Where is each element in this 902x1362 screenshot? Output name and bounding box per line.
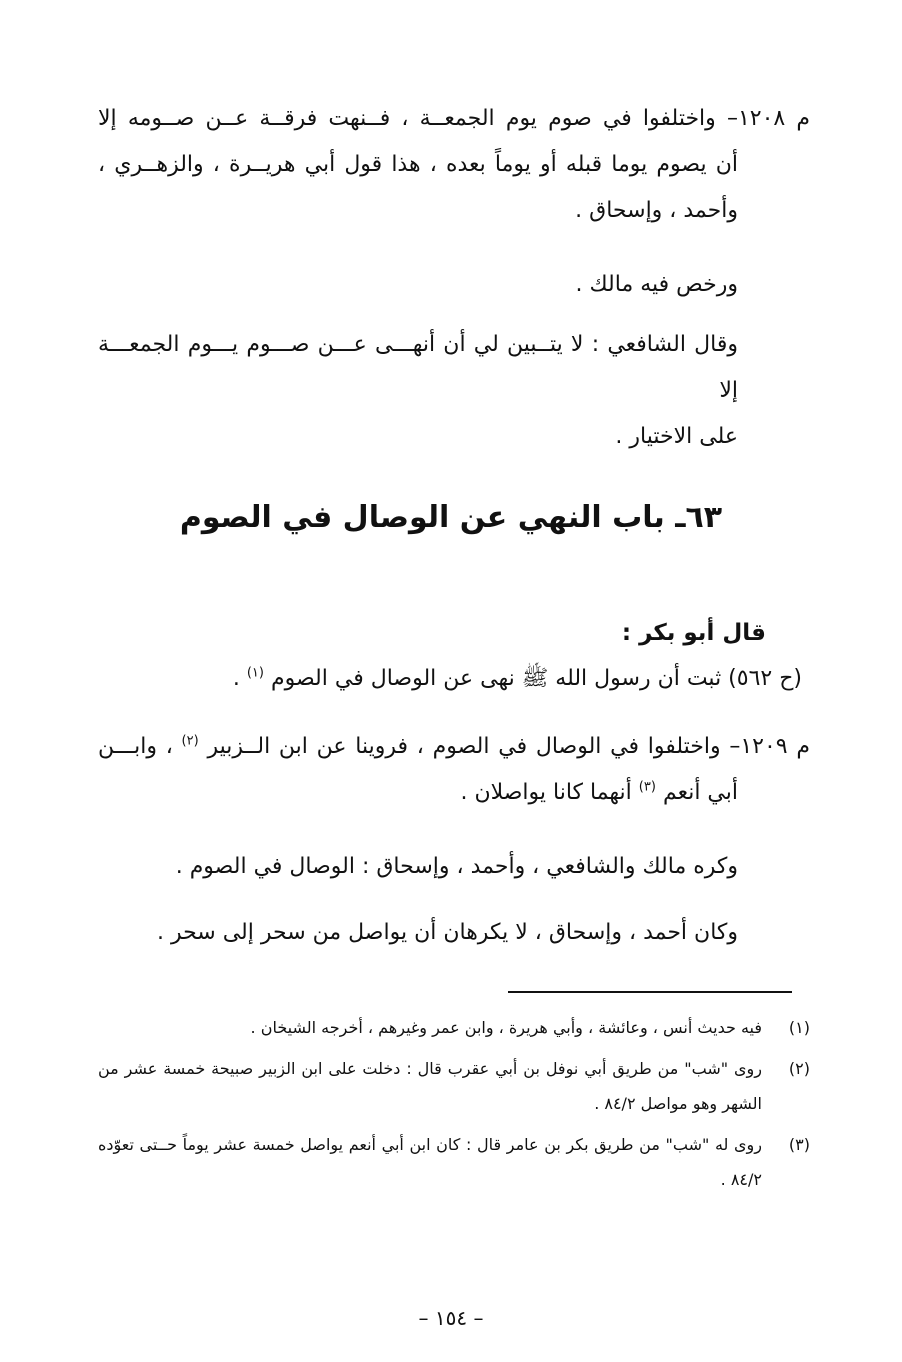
- shafii-opinion: [98, 322, 810, 460]
- malik-opinion-text: ورخص فيه مالك .: [575, 272, 738, 297]
- malik-opinion: [98, 262, 810, 308]
- makruh-opinion: [98, 844, 810, 890]
- footnote-number: (١): [788, 1018, 810, 1037]
- footnote-divider: [508, 991, 792, 993]
- footnote-3: [98, 1127, 810, 1197]
- footnote-text: فيه حديث أنس ، وعائشة ، وأبي هريرة ، وابن عمر وغيرهم ، أخرجه الشيخان .: [250, 1018, 762, 1037]
- issue-1209-line-2-a: أبي أنعم: [662, 780, 738, 805]
- footnote-text: روى له "شب" من طريق بكر بن عامر قال : كان ابن أبي أنعم يواصل خمسة عشر يوماً حــتى تعوّده ٨٤/٢ .: [98, 1135, 762, 1189]
- footnote-ref-1: (١): [246, 665, 264, 681]
- hadith-562-end: .: [232, 666, 247, 691]
- footnote-ref-3: (٣): [638, 779, 656, 795]
- chapter-heading: ٦٣ـ باب النهي عن الوصال في الصوم: [179, 500, 723, 535]
- issue-1208-line-1: م ١٢٠٨– واختلفوا في صوم يوم الجمعــة ، فــنهت فرقــة عــن صــومه إلا: [98, 106, 810, 131]
- hadith-562-text: [98, 656, 810, 702]
- issue-1209-line-1-a: م ١٢٠٩– واختلفوا في الوصال في الصوم ، فروينا عن ابن الــزبير: [207, 734, 810, 759]
- issue-1209-line-2-b: أنهما كانا يواصلان .: [460, 780, 632, 805]
- footnote-1: [98, 1010, 810, 1045]
- ahmad-opinion-text: وكان أحمد ، وإسحاق ، لا يكرهان أن يواصل من سحر إلى سحر .: [156, 920, 738, 945]
- issue-1209: [98, 724, 810, 816]
- speaker-line: قال أبو بكر :: [621, 620, 766, 646]
- issue-1208: [98, 96, 810, 234]
- issue-1209-line-1: [98, 724, 810, 770]
- issue-1209-line-2: [98, 770, 810, 816]
- footnote-2: [98, 1051, 810, 1121]
- shafii-opinion-line-2: على الاختيار .: [615, 424, 738, 449]
- makruh-opinion-text: وكره مالك والشافعي ، وأحمد ، وإسحاق : الوصال في الصوم .: [175, 854, 738, 879]
- footnote-ref-2: (٢): [181, 733, 199, 749]
- ahmad-opinion: [98, 910, 810, 956]
- shafii-opinion-line-1: وقال الشافعي : لا يتــبين لي أن أنهـــى عـــن صـــوم يـــوم الجمعـــة إلا: [98, 332, 738, 403]
- footnote-number: (٢): [788, 1059, 810, 1078]
- issue-1209-line-1-b: ، وابـــن: [98, 734, 173, 759]
- issue-1208-line-3: وأحمد ، وإسحاق .: [575, 198, 738, 223]
- footnote-text: روى "شب" من طريق أبي نوفل بن أبي عقرب قال : دخلت على ابن الزبير صبيحة خمسة عشر من الشهر وهو مواصل ٨٤/٢ .: [98, 1059, 762, 1113]
- footnote-number: (٣): [788, 1135, 810, 1154]
- page-number: – ١٥٤ –: [418, 1306, 484, 1330]
- issue-1208-line-2: أن يصوم يوما قبله أو يوماً بعده ، هذا قول أبي هريــرة ، والزهــري ،: [98, 152, 738, 177]
- hadith-562-body: (ح ٥٦٢) ثبت أن رسول الله ﷺ نهى عن الوصال في الصوم: [270, 666, 802, 691]
- hadith-562: [98, 610, 810, 702]
- footnotes: [98, 1010, 810, 1203]
